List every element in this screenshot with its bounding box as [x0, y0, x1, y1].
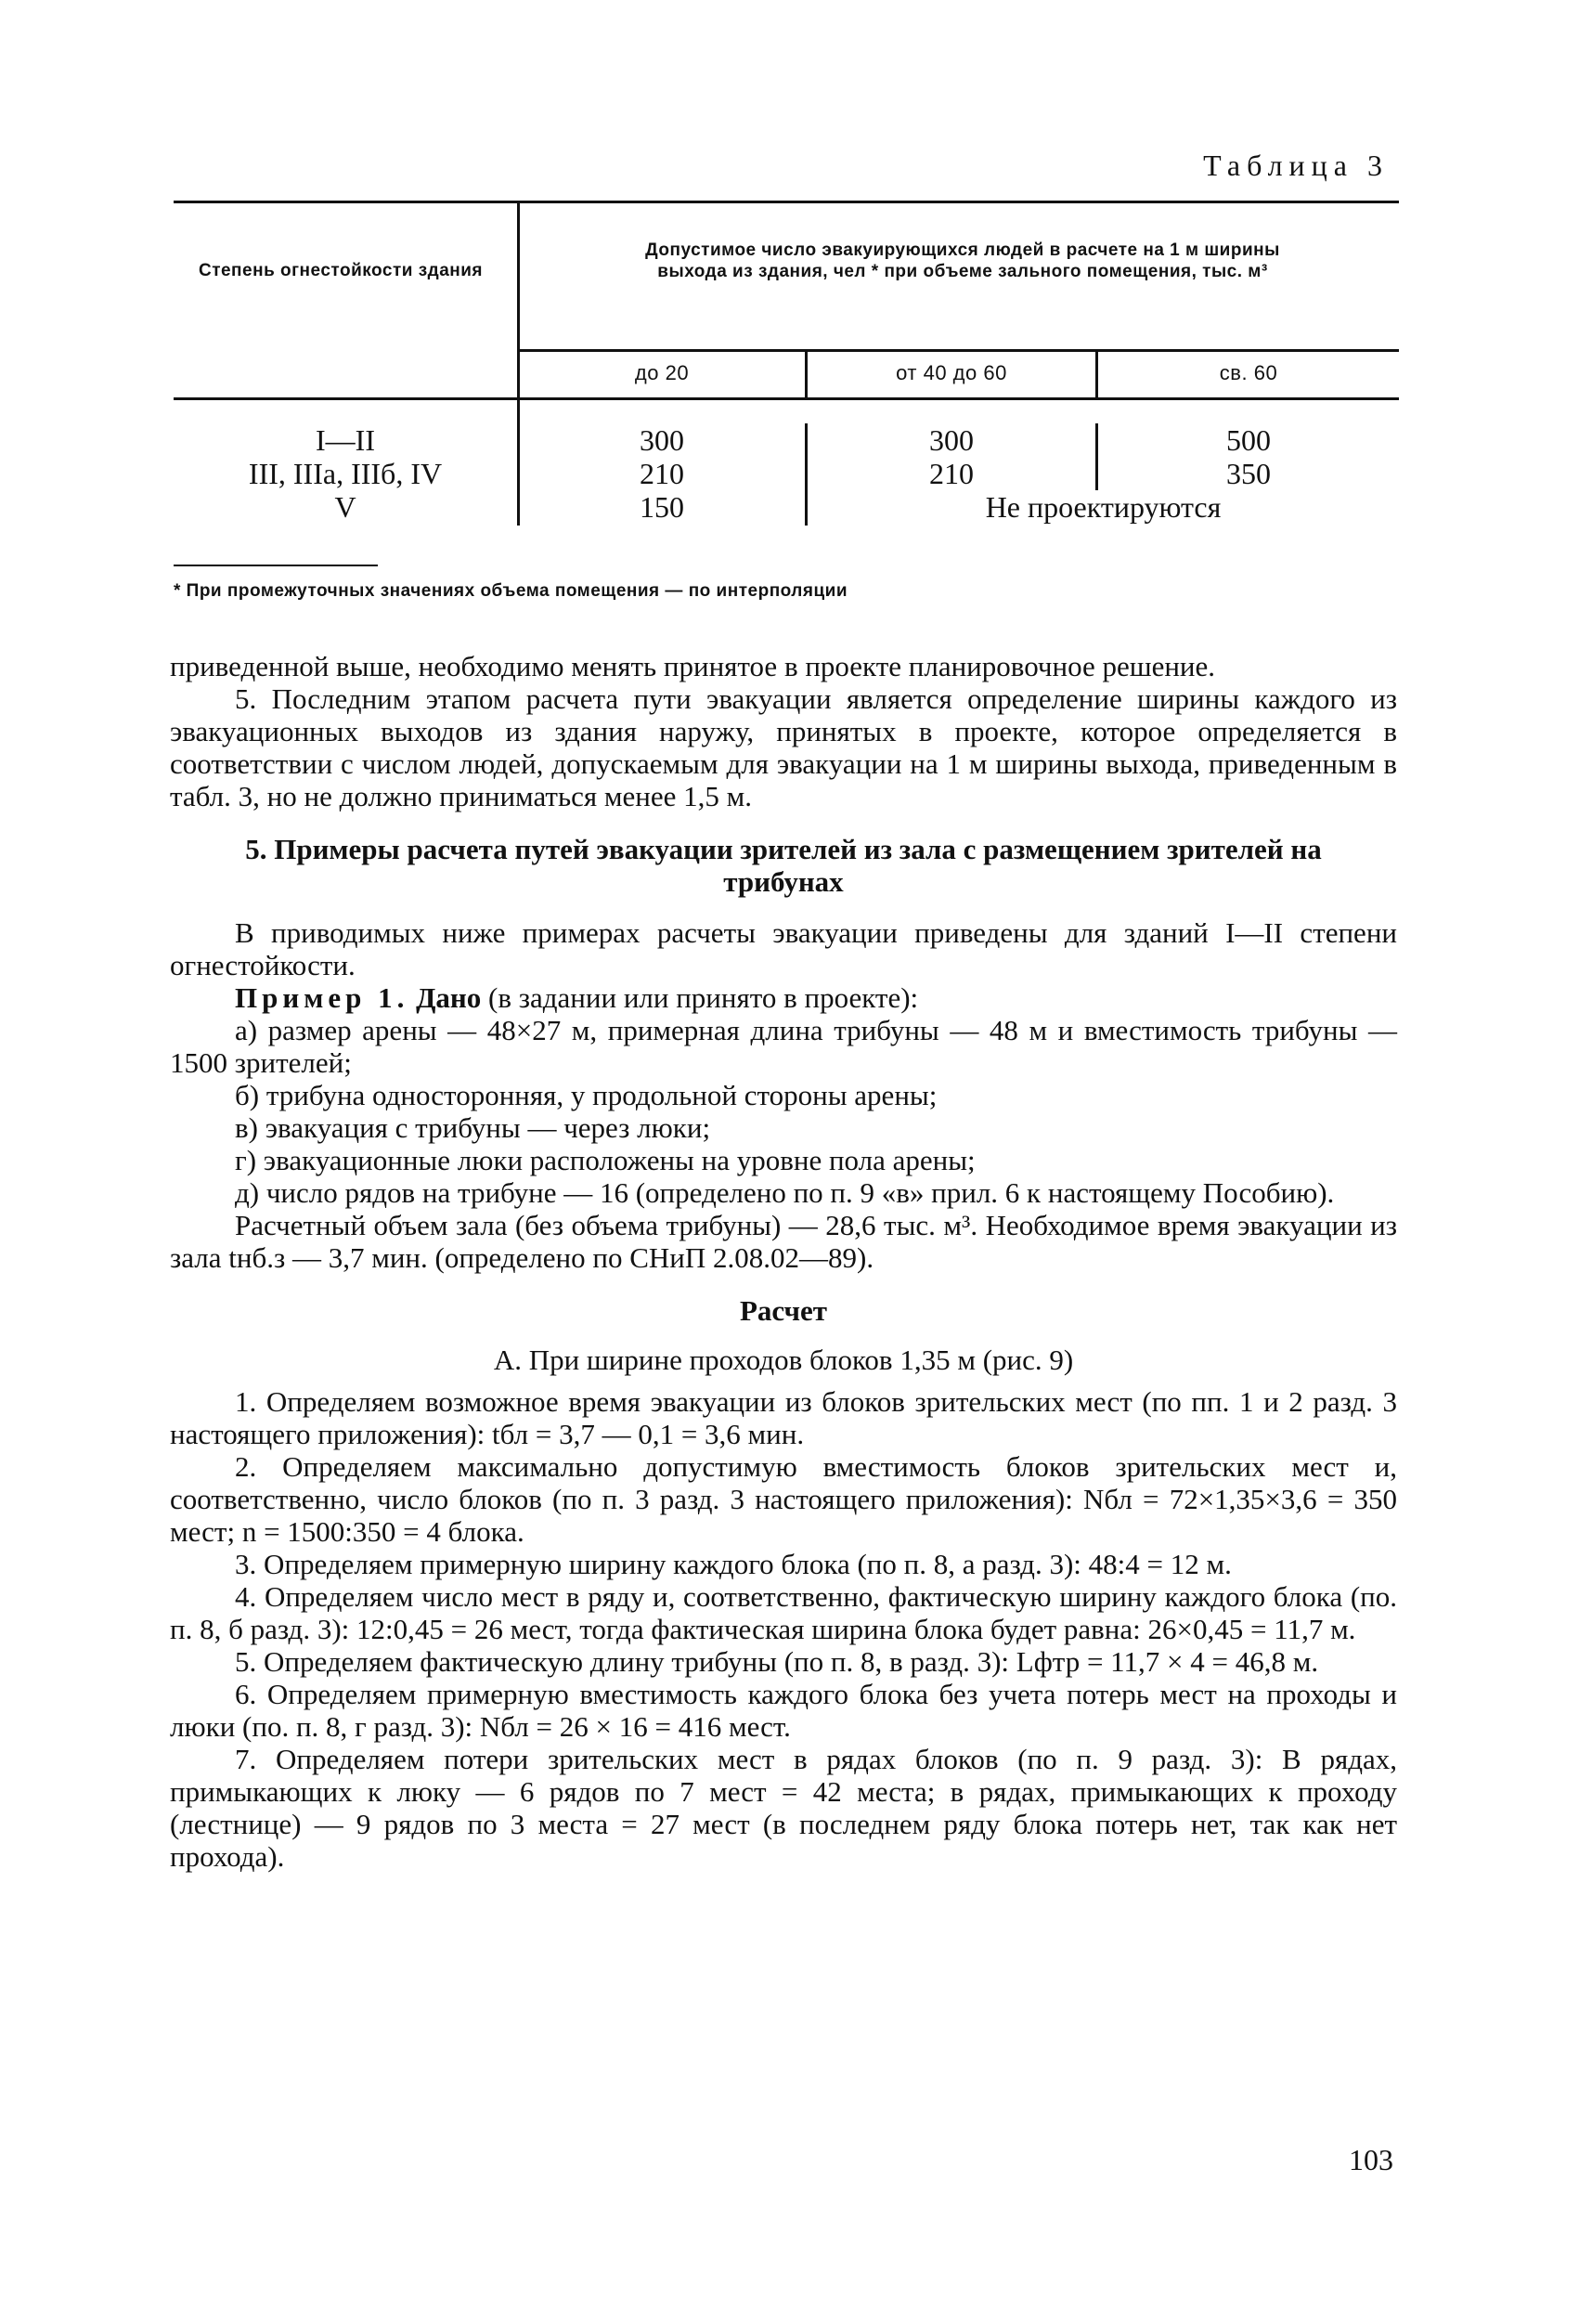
calc-title: Расчет	[739, 1294, 828, 1327]
subheader-rule	[517, 349, 1399, 352]
step: 1. Определяем возможное время эвакуации из блоков зрительских мест (по пп. 1 и 2 разд. 3 настоящего приложения): tбл = 3,7 — 0,1 = 3,6 мин.	[170, 1385, 1397, 1450]
step: 3. Определяем примерную ширину каждого блока (по п. 8, а разд. 3): 48:4 = 12 м.	[235, 1548, 1232, 1580]
header-fire-resistance: Степень огнестойкости здания	[198, 261, 484, 280]
list-item: в) эвакуация с трибуны — через люки;	[235, 1111, 711, 1144]
table-cell: 500	[1226, 423, 1271, 457]
paragraph: Расчетный объем зала (без объема трибуны) — 28,6 тыс. м³. Необходимое время эвакуации из зала tнб.з — 3,7 мин. (определено по СНиП 2.08.02—89).	[170, 1209, 1397, 1274]
example-label: Пример 1.	[235, 981, 409, 1014]
step: 6. Определяем примерную вместимость каждого блока без учета потерь мест на проходы и люки (по. п. 8, г разд. 3): Nбл = 26 × 16 = 416 мест.	[170, 1678, 1397, 1743]
list-item: г) эвакуационные люки расположены на уровне пола арены;	[235, 1144, 976, 1176]
table-row-degree: I—II	[316, 423, 375, 457]
paragraph: 5. Последним этапом расчета пути эвакуации является определение ширины каждого из эвакуационных выходов из здания наружу, принятых в проекте, которое определяется в соответствии с числом людей, допускаемым для эвакуации на 1 м ширины выхода, приведенным в табл. 3, но не должно приниматься менее 1,5 м.	[170, 682, 1397, 812]
paragraph: приведенной выше, необходимо менять принятое в проекте планировочное решение.	[170, 650, 1216, 682]
paragraph	[170, 981, 1397, 1014]
step: 4. Определяем число мест в ряду и, соответственно, фактическую ширину каждого блока (по. п. 8, б разд. 3): 12:0,45 = 26 мест, тогда фактическая ширина блока будет равна: 26×0,45 = 11,7 м.	[170, 1580, 1397, 1645]
footnote-rule	[174, 565, 378, 566]
given-rest: (в задании или принято в проекте):	[481, 981, 919, 1014]
list-item: б) трибуна односторонняя, у продольной стороны арены;	[235, 1079, 938, 1111]
subheader-over-60: св. 60	[1219, 361, 1278, 384]
table-cell: 150	[640, 490, 684, 524]
table-row-degree: V	[334, 490, 356, 524]
table-row-degree: III, IIIa, IIIб, IV	[248, 457, 443, 490]
data-table	[174, 201, 1399, 526]
given-label: Дано	[416, 981, 482, 1014]
table-top-rule	[174, 201, 1399, 203]
paragraph: В приводимых ниже примерах расчеты эвакуации приведены для зданий I—II степени огнестойкости.	[170, 916, 1397, 981]
table-cell: 210	[929, 457, 974, 490]
section-title: 5. Примеры расчета путей эвакуации зрителей из зала с размещением зрителей на трибунах	[245, 833, 1322, 898]
list-item: д) число рядов на трибуне — 16 (определено по п. 9 «в» прил. 6 к настоящему Пособию).	[235, 1176, 1335, 1209]
step: 5. Определяем фактическую длину трибуны (по п. 8, в разд. 3): Lфтр = 11,7 × 4 = 46,8 м.	[235, 1645, 1319, 1678]
page-number: 103	[1349, 2143, 1393, 2176]
step: 2. Определяем максимально допустимую вместимость блоков зрительских мест и, соответственно, число блоков (по п. 3 разд. 3 настоящего приложения): Nбл = 72×1,35×3,6 = 350 мест; n = 1500:350 = 4 блока.	[170, 1450, 1397, 1548]
step: 7. Определяем потери зрительских мест в рядах блоков (по п. 9 разд. 3): В рядах, примыкающих к люку — 6 рядов по 7 мест = 42 места; в рядах, примыкающих к проходу (лестнице) — 9 рядов по 3 места = 27 мест (в последнем ряду блока потерь нет, так как нет прохода).	[170, 1743, 1397, 1873]
body-text	[170, 650, 1397, 1873]
table-cell: 350	[1226, 457, 1271, 490]
table-cell: 300	[640, 423, 684, 457]
subsection-title: А. При ширине проходов блоков 1,35 м (рис. 9)	[493, 1344, 1074, 1376]
list-item: а) размер арены — 48×27 м, примерная длина трибуны — 48 м и вместимость трибуны — 1500 зрителей;	[170, 1014, 1397, 1079]
header-bottom-rule	[174, 397, 1399, 400]
header-allowed-people: Допустимое число эвакуирующихся людей в расчете на 1 м ширины выхода из здания, чел * при объеме зального помещения, тыс. м³	[645, 240, 1280, 281]
table-footnote: * При промежуточных значениях объема помещения — по интерполяции	[174, 581, 848, 601]
table-caption: Таблица 3	[1203, 149, 1389, 182]
subheader-up-to-20: до 20	[634, 361, 690, 384]
table-cell: 300	[929, 423, 974, 457]
table-cell-merged: Не проектируются	[985, 490, 1222, 524]
subheader-40-60: от 40 до 60	[896, 361, 1007, 384]
table-cell: 210	[640, 457, 684, 490]
